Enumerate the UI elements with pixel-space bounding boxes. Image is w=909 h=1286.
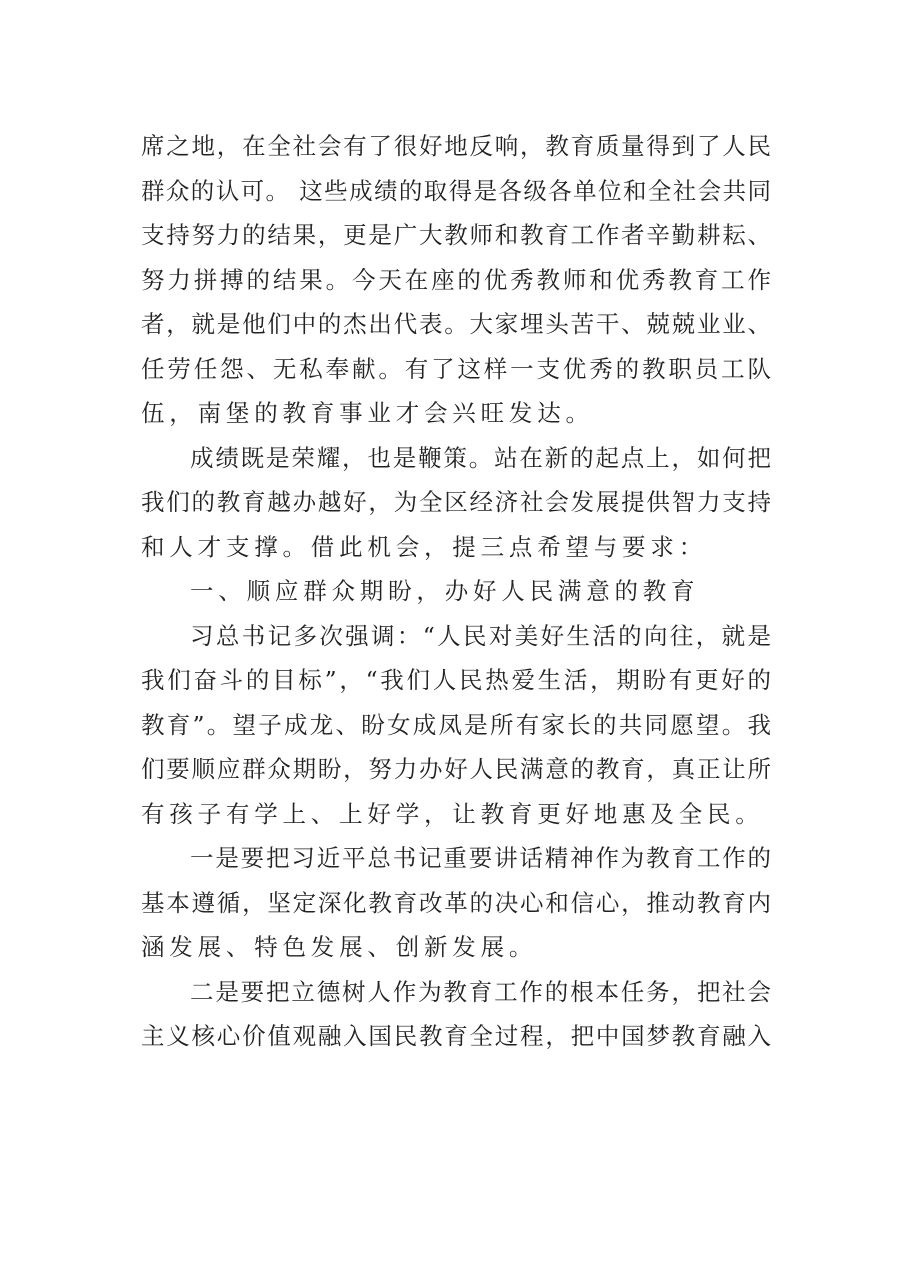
text-line: 席之地，在全社会有了很好地反响，教育质量得到了人民: [141, 132, 771, 160]
paragraph-first-line: 成绩既是荣耀，也是鞭策。站在新的起点上，如何把: [190, 443, 771, 472]
text-line: 群众的认可。 这些成绩的取得是各级各单位和全社会共同: [141, 176, 771, 205]
section-heading: 一、顺应群众期盼，办好人民满意的教育: [190, 577, 700, 605]
text-line: 伍，南堡的教育事业才会兴旺发达。: [141, 399, 594, 427]
body-text: [141, 124, 771, 1059]
text-line: 涵发展、特色发展、创新发展。: [141, 933, 538, 961]
text-line: 有孩子有学上、上好学，让教育更好地惠及全民。: [141, 799, 764, 828]
text-line: 我们奋斗的目标”，“我们人民热爱生活，期盼有更好的: [141, 666, 771, 694]
text-line: 主义核心价值观融入国民教育全过程，把中国梦教育融入: [141, 1022, 771, 1050]
text-line: 基本遵循，坚定深化教育改革的决心和信心，推动教育内: [141, 888, 771, 917]
paragraph-first-line: 一是要把习近平总书记重要讲话精神作为教育工作的: [190, 844, 771, 872]
text-line: 教育”。望子成龙、盼女成凤是所有家长的共同愿望。我: [141, 710, 771, 739]
text-line: 者，就是他们中的杰出代表。大家埋头苦干、兢兢业业、: [141, 310, 771, 338]
text-line: 任劳任怨、无私奉献。有了这样一支优秀的教职员工队: [141, 354, 771, 383]
text-line: 和人才支撑。借此机会，提三点希望与要求：: [141, 532, 707, 561]
paragraph-first-line: 习总书记多次强调：“人民对美好生活的向往，就是: [190, 621, 771, 650]
paragraph-first-line: 二是要把立德树人作为教育工作的根本任务，把社会: [190, 977, 771, 1006]
text-line: 努力拼搏的结果。今天在座的优秀教师和优秀教育工作: [141, 265, 771, 294]
text-line: 我们的教育越办越好，为全区经济社会发展提供智力支持: [141, 488, 771, 516]
text-line: 支持努力的结果，更是广大教师和教育工作者辛勤耕耘、: [141, 221, 771, 249]
text-line: 们要顺应群众期盼，努力办好人民满意的教育，真正让所: [141, 755, 771, 783]
